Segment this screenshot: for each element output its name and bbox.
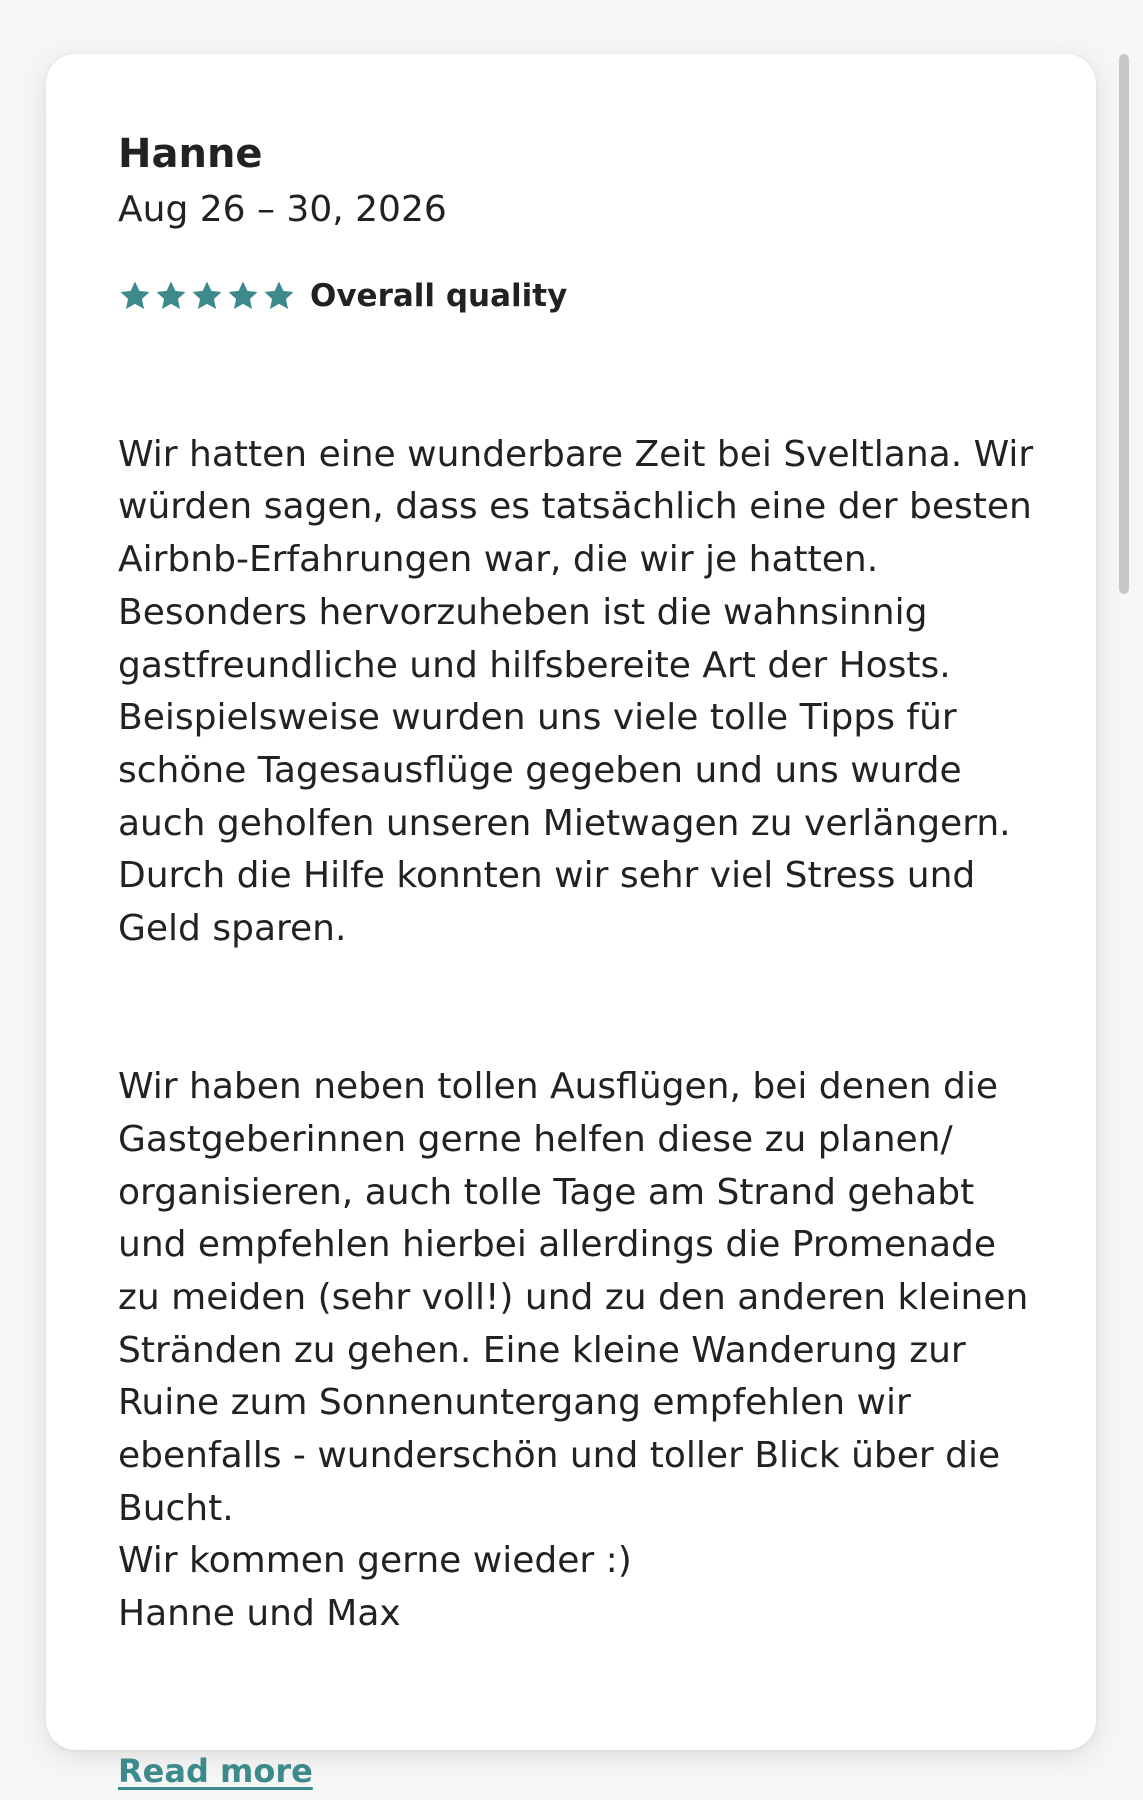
read-more-link[interactable]: Read more xyxy=(118,1751,313,1790)
review-paragraph: Wir hatten eine wunderbare Zeit bei Sveltlana. Wir würden sagen, dass es tatsächlich eine der besten Airbnb-Erfahrungen war, die wir je hatten. Besonders hervorzuheben ist die wahnsinnig gastfreundliche und hilfsbereite Art der Hosts. Beispielsweise wurden uns viele tolle Tipps für schöne Tagesausflüge gegeben und uns wurde auch geholfen unseren Mietwagen zu verlängern. Durch die Hilfe konnten wir sehr viel Stress und Geld sparen. xyxy=(118,433,1034,950)
star-rating xyxy=(118,279,298,313)
review-content xyxy=(118,130,1038,1790)
stay-dates: Aug 26 – 30, 2026 xyxy=(118,189,447,230)
star-icon xyxy=(262,279,296,313)
rating-label: Overall quality xyxy=(310,278,568,314)
reviewer-name: Hanne xyxy=(118,131,263,177)
review-paragraph: Wir haben neben tollen Ausflügen, bei denen die Gastgeberinnen gerne helfen diese zu planen/ organisieren, auch tolle Tage am Strand gehabt und empfehlen hierbei allerdings die Promenade zu meiden (sehr voll!) und zu den anderen kleinen Stränden zu gehen. Eine kleine Wanderung zur Ruine zum Sonnenuntergang empfehlen wir ebenfalls - wunderschön und toller Blick über die Bucht. Wir kommen gerne wieder :) Hanne und Max xyxy=(118,1066,1029,1635)
star-icon xyxy=(118,279,152,313)
star-icon xyxy=(154,279,188,313)
rating-row xyxy=(118,274,1038,318)
star-icon xyxy=(226,279,260,313)
review-card xyxy=(46,54,1096,1790)
scrollbar[interactable] xyxy=(1119,54,1129,594)
star-icon xyxy=(190,279,224,313)
review-text xyxy=(118,376,1038,1694)
